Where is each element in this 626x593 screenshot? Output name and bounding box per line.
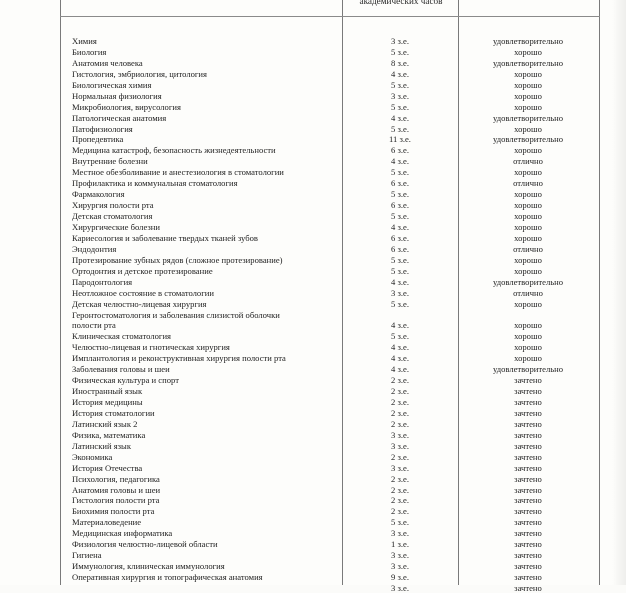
grade-cell: зачтено xyxy=(514,583,542,593)
scan-edge-shadow xyxy=(612,0,626,585)
grade-cell: зачтено xyxy=(514,375,542,386)
hours-cell: 9 з.е. xyxy=(391,572,409,583)
grade-cell: зачтено xyxy=(514,473,542,484)
grade-cell: хорошо xyxy=(514,232,542,243)
subject-cell: Анатомия головы и шеи xyxy=(72,484,161,495)
subject-cell: Челюстно-лицевая и гнотическая хирургия xyxy=(72,342,230,353)
subject-cell: Геронтостоматология и заболевания слизистой оболочки xyxy=(72,309,280,320)
hours-cell: 2 з.е. xyxy=(391,451,409,462)
subject-cell: Биохимия полости рта xyxy=(72,506,155,517)
grade-cell: хорошо xyxy=(514,265,542,276)
subject-cell: Заболевания головы и шеи xyxy=(72,364,170,375)
subject-cell: Патофизиология xyxy=(72,123,133,134)
subject-cell: Неотложное состояние в стоматологии xyxy=(72,287,214,298)
subject-cell: Физиология челюстно-лицевой области xyxy=(72,539,218,550)
subject-cell: Биология xyxy=(72,46,107,57)
grade-cell: хорошо xyxy=(514,353,542,364)
subject-cell: Иностранный язык xyxy=(72,386,143,397)
grade-cell: хорошо xyxy=(514,298,542,309)
subject-cell: Латинский язык 2 xyxy=(72,418,138,429)
grade-cell: хорошо xyxy=(514,254,542,265)
hours-cell: 3 з.е. xyxy=(391,550,409,561)
subject-cell: Медицинская информатика xyxy=(72,528,173,539)
subject-cell: Патологическая анатомия xyxy=(72,112,167,123)
subject-cell: История стоматологии xyxy=(72,407,155,418)
subject-cell: Пропедевтика xyxy=(72,134,124,145)
hours-cell: 4 з.е. xyxy=(391,68,409,79)
hours-cell: 5 з.е. xyxy=(391,189,409,200)
hours-cell: 2 з.е. xyxy=(391,418,409,429)
subject-cell: Клиническая стоматология xyxy=(72,331,171,342)
grade-cell: зачтено xyxy=(514,429,542,440)
grade-cell: отлично xyxy=(513,178,543,189)
subject-cell: Химия xyxy=(72,36,97,46)
grade-cell: хорошо xyxy=(514,145,542,156)
grade-cell: удовлетворительно xyxy=(492,364,564,375)
table-body xyxy=(60,0,600,593)
hours-cell: 6 з.е. xyxy=(391,178,409,189)
subject-cell: Нормальная физиология xyxy=(72,90,162,101)
subject-cell: Физика, математика xyxy=(72,429,146,440)
grade-cell: отлично xyxy=(513,243,543,254)
subject-cell: Протезирование зубных рядов (сложное протезирование) xyxy=(72,254,283,265)
subject-cell: Кариесология и заболевание твердых тканей зубов xyxy=(72,232,258,243)
subject-cell: Детская стоматология xyxy=(72,211,153,222)
subject-cell: Гистология, эмбриология, цитология xyxy=(72,68,207,79)
subject-cell: Местное обезболивание и анестезиология в стоматологии xyxy=(72,167,284,178)
hours-cell: 6 з.е. xyxy=(391,200,409,211)
grade-cell: зачтено xyxy=(514,528,542,539)
hours-cell: 4 з.е. xyxy=(391,221,409,232)
subject-cell: Ортодонтия и детское протезирование xyxy=(72,265,213,276)
grade-cell: хорошо xyxy=(514,221,542,232)
subject-cell: История Отечества xyxy=(72,462,143,473)
grade-cell: хорошо xyxy=(514,46,542,57)
grade-cell: зачтено xyxy=(514,451,542,462)
grade-cell: удовлетворительно xyxy=(492,276,564,287)
hours-cell: 2 з.е. xyxy=(391,386,409,397)
hours-cell: 2 з.е. xyxy=(391,506,409,517)
hours-cell: 3 з.е. xyxy=(391,36,409,46)
subject-cell: Пародонтология xyxy=(72,276,133,287)
grade-cell: зачтено xyxy=(514,484,542,495)
grade-cell: зачтено xyxy=(514,550,542,561)
hours-cell: 5 з.е. xyxy=(391,167,409,178)
grade-cell: хорошо xyxy=(514,189,542,200)
subject-cell: Иммунология, клиническая иммунология xyxy=(72,561,225,572)
hours-cell: 5 з.е. xyxy=(391,517,409,528)
hours-cell: 4 з.е. xyxy=(391,353,409,364)
subject-cell: Медицина катастроф, безопасность жизнедеятельности xyxy=(72,145,276,156)
grade-cell: хорошо xyxy=(514,79,542,90)
hours-cell: 2 з.е. xyxy=(391,407,409,418)
grade-cell: удовлетворительно xyxy=(492,57,564,68)
hours-cell: 6 з.е. xyxy=(391,145,409,156)
grade-cell: хорошо xyxy=(514,101,542,112)
subject-cell: Анатомия человека xyxy=(72,57,143,68)
hours-cell: 5 з.е. xyxy=(391,79,409,90)
grade-cell: хорошо xyxy=(514,200,542,211)
hours-cell: 5 з.е. xyxy=(391,265,409,276)
subject-cell: Хирургия полости рта xyxy=(72,200,154,211)
subject-cell: Материаловедение xyxy=(72,517,142,528)
grade-cell: хорошо xyxy=(514,331,542,342)
grade-cell: зачтено xyxy=(514,495,542,506)
grade-cell: зачтено xyxy=(514,397,542,408)
grade-cell: хорошо xyxy=(514,68,542,79)
hours-cell: 3 з.е. xyxy=(391,440,409,451)
hours-cell: 2 з.е. xyxy=(391,473,409,484)
hours-cell: 8 з.е. xyxy=(391,57,409,68)
hours-cell: 3 з.е. xyxy=(391,429,409,440)
subject-cell: Психология, педагогика xyxy=(72,473,160,484)
subject-cell: Фармакология xyxy=(72,189,125,200)
hours-cell: 3 з.е. xyxy=(391,561,409,572)
grade-cell: отлично xyxy=(513,287,543,298)
hours-cell: 3 з.е. xyxy=(391,528,409,539)
hours-cell: 4 з.е. xyxy=(391,342,409,353)
grade-cell: хорошо xyxy=(514,123,542,134)
hours-column-header: академических часов xyxy=(359,0,443,6)
subject-cell: Экономика xyxy=(72,451,113,462)
subject-cell: Латинский язык xyxy=(72,440,132,451)
subject-cell: Детская челюстно-лицевая хирургия xyxy=(72,298,207,309)
grade-cell: зачтено xyxy=(514,539,542,550)
grade-cell: зачтено xyxy=(514,407,542,418)
hours-cell: 4 з.е. xyxy=(391,320,409,331)
grade-cell: зачтено xyxy=(514,386,542,397)
grade-cell: удовлетворительно xyxy=(492,134,564,145)
hours-cell: 3 з.е. xyxy=(391,583,409,593)
grade-cell: удовлетворительно xyxy=(492,36,564,46)
hours-cell: 5 з.е. xyxy=(391,101,409,112)
subject-cell: Физическая культура и спорт xyxy=(72,375,179,386)
grade-cell: зачтено xyxy=(514,440,542,451)
hours-cell: 11 з.е. xyxy=(389,134,411,145)
subject-cell: полости рта xyxy=(72,320,116,331)
grade-cell: зачтено xyxy=(514,462,542,473)
grade-cell: хорошо xyxy=(514,320,542,331)
grade-cell: зачтено xyxy=(514,418,542,429)
hours-cell: 2 з.е. xyxy=(391,397,409,408)
hours-cell: 3 з.е. xyxy=(391,90,409,101)
hours-cell: 5 з.е. xyxy=(391,331,409,342)
subject-cell: Биологическая химия xyxy=(72,79,152,90)
hours-cell: 6 з.е. xyxy=(391,243,409,254)
hours-cell: 2 з.е. xyxy=(391,375,409,386)
subject-cell: Гистология полости рта xyxy=(72,495,160,506)
subject-cell: Эндодонтия xyxy=(72,243,117,254)
hours-cell: 5 з.е. xyxy=(391,211,409,222)
hours-cell: 5 з.е. xyxy=(391,298,409,309)
grade-cell: зачтено xyxy=(514,506,542,517)
hours-cell: 4 з.е. xyxy=(391,364,409,375)
hours-cell: 2 з.е. xyxy=(391,484,409,495)
hours-cell: 5 з.е. xyxy=(391,254,409,265)
grade-cell: зачтено xyxy=(514,572,542,583)
subject-cell: Гигиена xyxy=(72,550,102,561)
hours-cell: 5 з.е. xyxy=(391,123,409,134)
grades-table xyxy=(60,0,600,593)
subject-cell: Внутренние болезни xyxy=(72,156,148,167)
grade-cell: хорошо xyxy=(514,342,542,353)
hours-cell: 4 з.е. xyxy=(391,156,409,167)
hours-cell: 3 з.е. xyxy=(391,287,409,298)
subject-cell: Оперативная хирургия и топографическая анатомия xyxy=(72,572,263,583)
subject-cell: Имплантология и реконструктивная хирургия полости рта xyxy=(72,353,286,364)
hours-cell: 6 з.е. xyxy=(391,232,409,243)
grade-cell: отлично xyxy=(513,156,543,167)
hours-cell: 3 з.е. xyxy=(391,462,409,473)
grade-cell: хорошо xyxy=(514,211,542,222)
grade-cell: хорошо xyxy=(514,167,542,178)
hours-cell: 1 з.е. xyxy=(391,539,409,550)
grade-cell: хорошо xyxy=(514,90,542,101)
grade-cell: зачтено xyxy=(514,517,542,528)
grade-cell: зачтено xyxy=(514,561,542,572)
hours-cell: 5 з.е. xyxy=(391,46,409,57)
grade-cell: удовлетворительно xyxy=(492,112,564,123)
subject-cell: Профилактика и коммунальная стоматология xyxy=(72,178,238,189)
subject-cell: История медицины xyxy=(72,397,143,408)
subject-cell: Хирургические болезни xyxy=(72,221,160,232)
hours-cell: 4 з.е. xyxy=(391,112,409,123)
subject-cell: Микробиология, вирусология xyxy=(72,101,181,112)
hours-cell: 4 з.е. xyxy=(391,276,409,287)
hours-cell: 2 з.е. xyxy=(391,495,409,506)
